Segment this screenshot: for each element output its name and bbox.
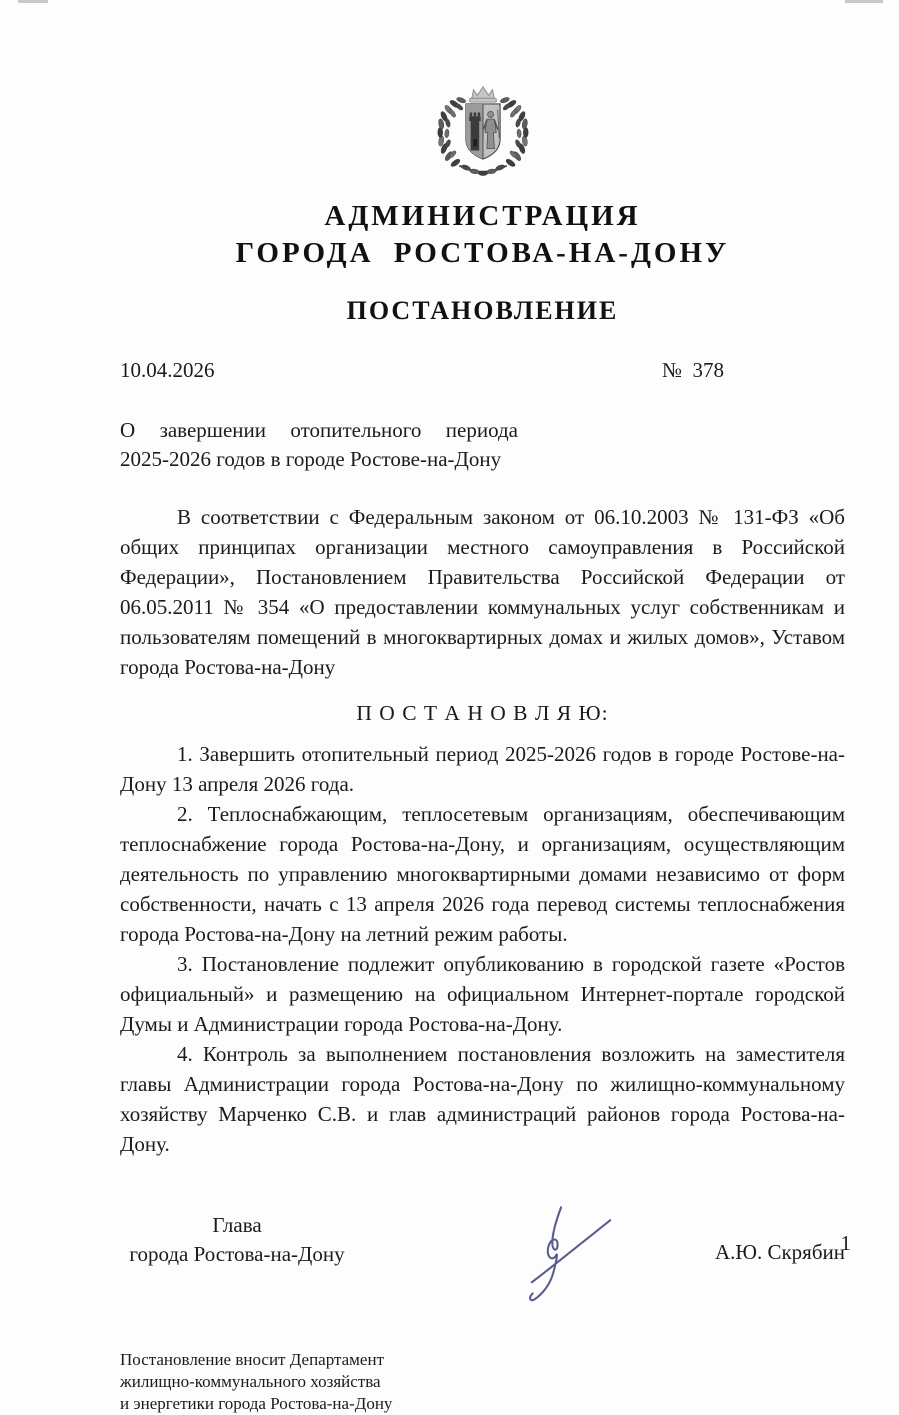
- footer-note-line2: жилищно-коммунального хозяйства: [120, 1372, 381, 1391]
- scan-artifact-top-right: [845, 0, 883, 3]
- doc-subject-line1: О завершении отопительного периода: [120, 418, 518, 442]
- page-number: 1: [840, 1231, 851, 1255]
- signature-block: [120, 1211, 845, 1309]
- wreath-bottom: [460, 164, 505, 176]
- footer-note: [120, 1349, 845, 1415]
- resolution-item-1: 1. Завершить отопительный период 2025-2026 годов в городе Ростове-на-Дону 13 апреля 2026 года.: [120, 742, 845, 796]
- date-number-row: [120, 358, 845, 383]
- resolution-item-2: 2. Теплоснабжающим, теплосетевым организациям, обеспечивающим теплоснабжение города Ростова-на-Дону, и организациям, осуществляющим деятельность по управлению многоквартирными домами независимо от форм собственности, начать с 13 апреля 2026 года перевод системы теплоснабжения города Ростова-на-Дону на летний режим работы.: [120, 802, 845, 946]
- signer-post-line1: Глава: [212, 1213, 262, 1237]
- coat-of-arms-icon: [421, 84, 545, 179]
- doc-number: № 378: [661, 358, 724, 382]
- resolution-item-4: 4. Контроль за выполнением постановления возложить на заместителя главы Администрации города Ростова-на-Дону по жилищно-коммунальному хозяйству Марченко С.В. и глав администраций районов города Ростова-на-Дону.: [120, 1042, 845, 1156]
- footer-note-line3: и энергетики города Ростова-на-Дону: [120, 1394, 393, 1413]
- doc-date: 10.04.2026: [120, 358, 215, 382]
- signer-post-line2: города Ростова-на-Дону: [129, 1242, 345, 1266]
- org-name-line2: ГОРОДА РОСТОВА-НА-ДОНУ: [235, 237, 730, 269]
- doc-type-title: ПОСТАНОВЛЕНИЕ: [346, 296, 619, 325]
- emblem-container: [120, 84, 845, 184]
- footer-note-line1: Постановление вносит Департамент: [120, 1350, 384, 1369]
- document-content: [120, 0, 845, 1415]
- org-name-line1: АДМИНИСТРАЦИЯ: [324, 200, 641, 232]
- crown: [469, 87, 496, 102]
- scan-artifact-top-left: [18, 0, 48, 3]
- signature-autograph: [474, 1197, 624, 1309]
- signer-post: [120, 1211, 354, 1269]
- preamble-paragraph: В соответствии с Федеральным законом от 06.10.2003 № 131-ФЗ «Об общих принципах организации местного самоуправления в Российской Федерации», Постановлением Правительства Российской Федерации от 06.05.2011 № 354 «О предоставлении коммунальных услуг собственникам и пользователям помещений в многоквартирных домах и жилых домов», Уставом города Ростова-на-Дону: [120, 505, 845, 679]
- doc-subject: [120, 416, 518, 474]
- signer-name: А.Ю. Скрябин: [714, 1240, 845, 1264]
- resolve-word: П О С Т А Н О В Л Я Ю:: [356, 701, 609, 725]
- resolution-items: [120, 739, 845, 1159]
- doc-subject-line2: 2025-2026 годов в городе Ростове-на-Дону: [120, 447, 502, 471]
- resolution-item-3: 3. Постановление подлежит опубликованию в городской газете «Ростов официальный» и размещению на официальном Интернет-портале городской Думы и Администрации города Ростова-на-Дону.: [120, 952, 845, 1036]
- wreath-right: [499, 96, 528, 167]
- wreath-left: [437, 96, 466, 167]
- shield: [465, 104, 499, 159]
